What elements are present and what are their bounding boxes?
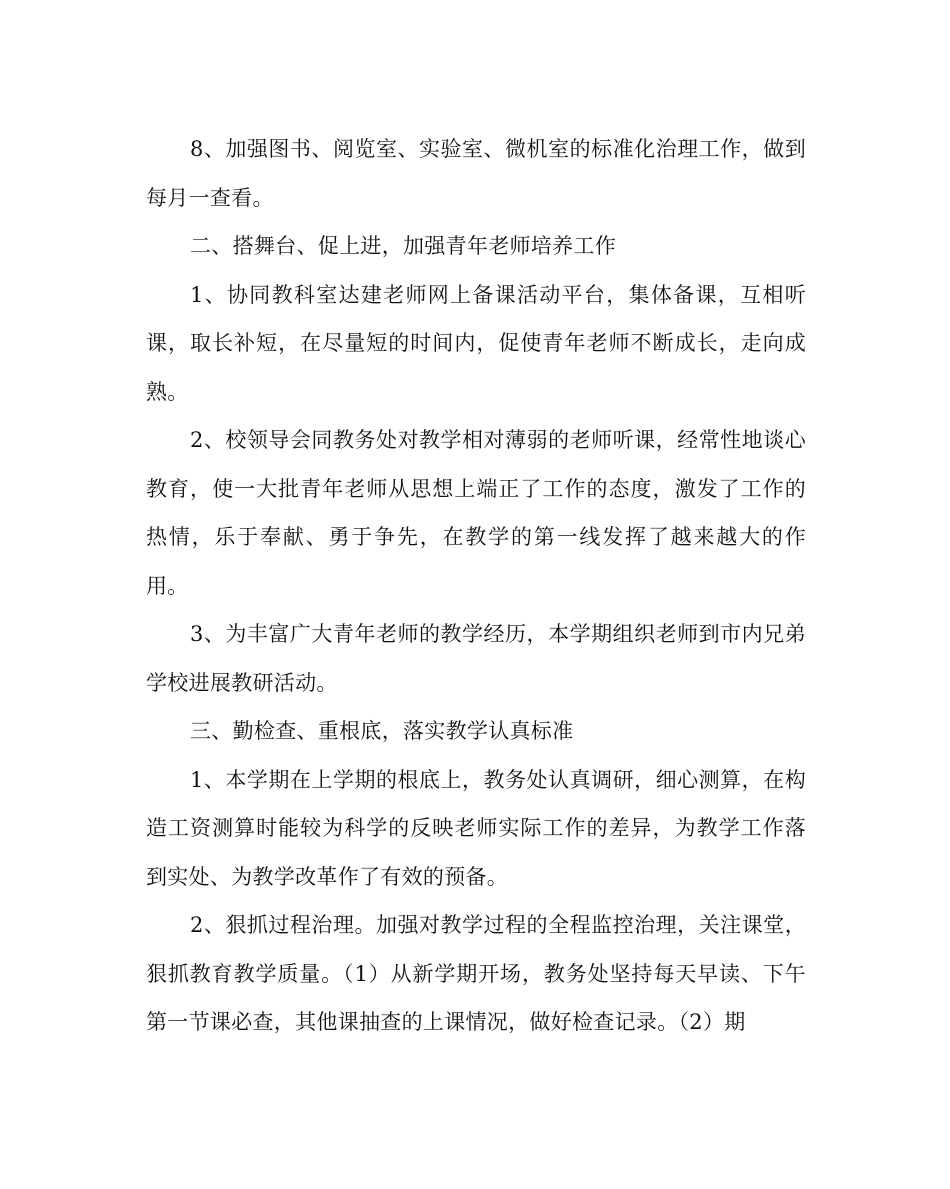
- paragraph-item-1b: 1、本学期在上学期的根底上，教务处认真调研，细心测算，在构造工资测算时能较为科学的反映老师实际工作的差异，为教学工作落到实处、为教学改革作了有效的预备。: [146, 767, 806, 889]
- section-heading-2: 二、搭舞台、促上进，加强青年老师培养工作: [190, 234, 616, 258]
- paragraph-item-1: 1、协同教科室达建老师网上备课活动平台，集体备课，互相听课，取长补短，在尽量短的时间内，促使青年老师不断成长，走向成熟。: [146, 282, 806, 404]
- paragraph-item-2: 2、校领导会同教务处对教学相对薄弱的老师听课，经常性地谈心教育，使一大批青年老师从思想上端正了工作的态度，激发了工作的热情，乐于奉献、勇于争先，在教学的第一线发挥了越来越大的作用。: [146, 428, 806, 598]
- paragraph-item-8: 8、加强图书、阅览室、实验室、微机室的标准化治理工作，做到每月一查看。: [146, 137, 806, 210]
- paragraph-item-2b: 2、狠抓过程治理。加强对教学过程的全程监控治理，关注课堂，狠抓教育教学质量。（1）从新学期开场，教务处坚持每天早读、下午第一节课必查，其他课抽查的上课情况，做好检查记录。（2）期: [146, 913, 806, 1034]
- paragraph-item-3: 3、为丰富广大青年老师的教学经历，本学期组织老师到市内兄弟学校进展教研活动。: [146, 622, 806, 695]
- document-body: [146, 125, 806, 1047]
- section-heading-3: 三、勤检查、重根底，落实教学认真标准: [190, 719, 574, 743]
